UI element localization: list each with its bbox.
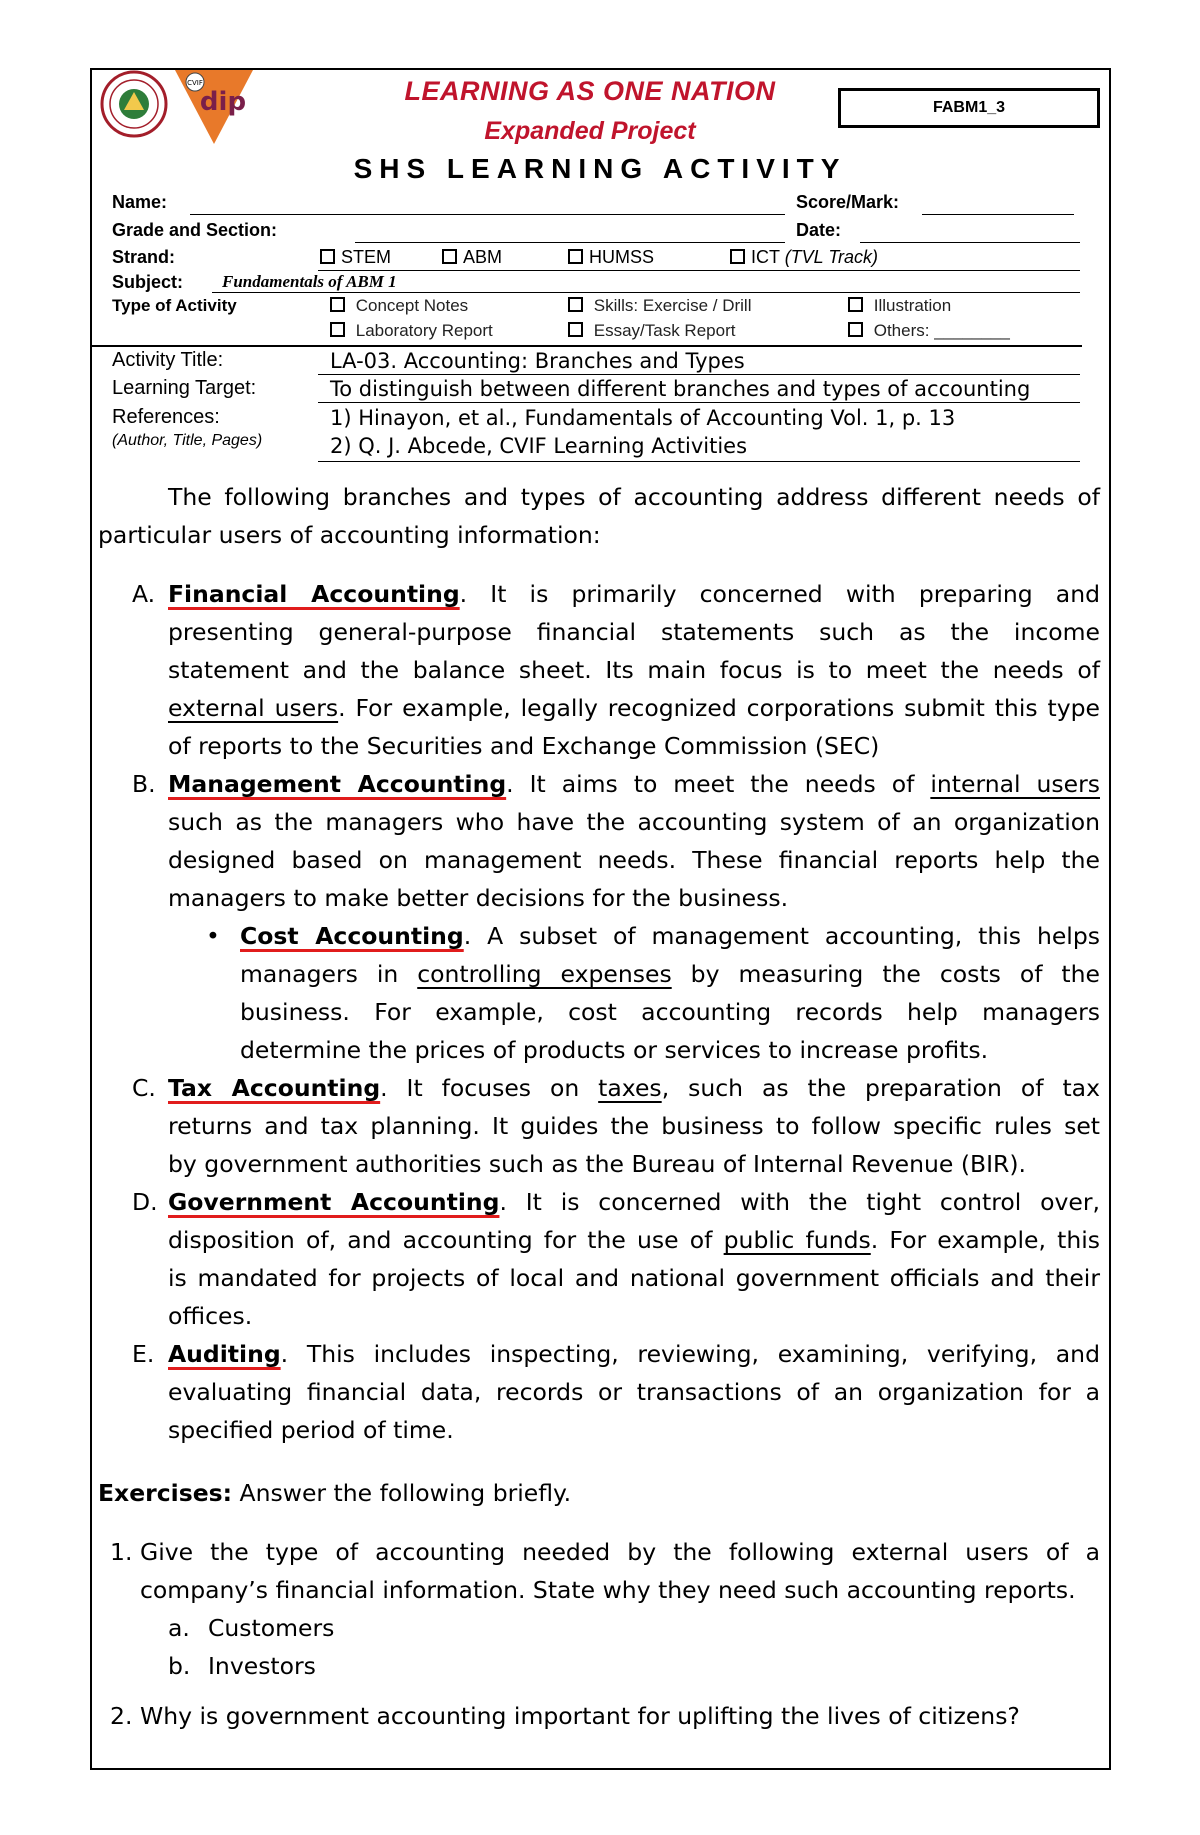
item-a-line2: presenting general-purpose financial statements such as the income: [168, 618, 1100, 646]
intro-line-1: The following branches and types of accounting address different needs of: [168, 483, 1100, 511]
strand-humss-label: HUMSS: [589, 247, 655, 267]
header-title-line1: LEARNING AS ONE NATION: [404, 76, 776, 106]
strand-option-ict[interactable]: [730, 247, 878, 268]
item-d-line2-a: disposition of, and accounting for the use of: [168, 1226, 724, 1254]
checkbox-icon: [442, 249, 457, 264]
activity-title-line: [318, 374, 1080, 375]
item-e-line3: specified period of time.: [168, 1416, 454, 1444]
bullet-icon: •: [206, 922, 220, 950]
question-1-line1: Give the type of accounting needed by the following external users of a: [140, 1538, 1100, 1566]
checkbox-icon: [568, 322, 583, 337]
type-option-illustration[interactable]: [848, 296, 951, 316]
logo-cvif-text: CVIF: [187, 79, 203, 87]
date-label: Date:: [796, 220, 842, 240]
term-management-accounting: Management Accounting: [168, 770, 507, 798]
exercises-instruction: Answer the following briefly.: [232, 1479, 572, 1507]
type-illustration-label: Illustration: [873, 296, 952, 315]
item-d-line1-rest: . It is concerned with the tight control over,: [499, 1188, 1101, 1216]
underline-internal-users: internal users: [930, 770, 1100, 798]
exercises-label: Exercises:: [98, 1479, 233, 1507]
grade-section-label: Grade and Section:: [112, 220, 278, 240]
underline-external-users: external users: [168, 694, 339, 722]
cost-line4: determine the prices of products or services to increase profits.: [240, 1036, 989, 1064]
item-b-line3: designed based on management needs. These financial reports help the: [168, 846, 1100, 874]
learning-target-line: [318, 402, 1080, 403]
name-label: Name:: [112, 192, 168, 212]
learning-target-value: To distinguish between different branches and types of accounting: [330, 377, 1031, 401]
term-financial-accounting: Financial Accounting: [168, 580, 460, 608]
subject-line: [212, 292, 1080, 293]
question-1-number: 1.: [110, 1538, 133, 1566]
underline-controlling-expenses: controlling expenses: [417, 960, 672, 988]
item-a-letter: A.: [132, 580, 156, 608]
form-divider: [90, 345, 1082, 347]
subject-label: Subject:: [112, 272, 184, 292]
item-e-line2: evaluating financial data, records or transactions of an organization for a: [168, 1378, 1100, 1406]
item-e-auditing: [168, 1335, 1100, 1449]
type-option-concept-notes[interactable]: [330, 296, 468, 316]
type-option-others[interactable]: [848, 321, 1010, 341]
intro-paragraph: [98, 478, 1100, 554]
checkbox-icon: [568, 249, 583, 264]
references-sub-label: (Author, Title, Pages): [112, 432, 263, 449]
q1-a-letter: a.: [168, 1614, 190, 1642]
type-concept-notes-label: Concept Notes: [355, 296, 469, 315]
references-label: References:: [112, 406, 220, 428]
question-2-number: 2.: [110, 1702, 133, 1730]
strand-option-abm[interactable]: [442, 247, 502, 268]
item-c-line3: by government authorities such as the Bureau of Internal Revenue (BIR).: [168, 1150, 1027, 1178]
term-government-accounting: Government Accounting: [168, 1188, 500, 1216]
reference-2: 2) Q. J. Abcede, CVIF Learning Activities: [330, 434, 748, 458]
activity-code-box: FABM1_3: [838, 88, 1100, 128]
item-a-line1-rest: . It is primarily concerned with preparing and: [459, 580, 1101, 608]
item-b-line4: managers to make better decisions for the business.: [168, 884, 789, 912]
type-of-activity-label: Type of Activity: [112, 296, 237, 315]
checkbox-icon: [848, 297, 863, 312]
item-e-line1-rest: . This includes inspecting, reviewing, examining, verifying, and: [280, 1340, 1100, 1368]
item-a-line5: of reports to the Securities and Exchange Commission (SEC): [168, 732, 880, 760]
question-1: [140, 1533, 1100, 1609]
item-a-line3: statement and the balance sheet. Its main focus is to meet the needs of: [168, 656, 1100, 684]
score-field-line[interactable]: [922, 214, 1074, 215]
item-c-line2: returns and tax planning. It guides the business to follow specific rules set: [168, 1112, 1100, 1140]
activity-title-label: Activity Title:: [112, 349, 224, 371]
checkbox-icon: [568, 297, 583, 312]
item-c-tax-accounting: [168, 1069, 1100, 1183]
score-label: Score/Mark:: [796, 192, 900, 212]
strand-option-stem[interactable]: [320, 247, 391, 268]
type-option-skills[interactable]: [568, 296, 751, 316]
checkbox-icon: [848, 322, 863, 337]
strand-label: Strand:: [112, 247, 175, 267]
strand-ict-label: ICT: [751, 247, 780, 267]
item-d-line4: offices.: [168, 1302, 253, 1330]
learning-target-label: Learning Target:: [112, 377, 257, 399]
q1-b-investors: Investors: [208, 1652, 316, 1680]
cost-line2-a: managers in: [240, 960, 418, 988]
type-lab-report-label: Laboratory Report: [355, 321, 493, 340]
term-cost-accounting: Cost Accounting: [240, 922, 464, 950]
strand-option-humss[interactable]: [568, 247, 654, 268]
strand-stem-label: STEM: [341, 247, 392, 267]
item-a-line4-rest: . For example, legally recognized corporations submit this type: [338, 694, 1100, 722]
type-skills-label: Skills: Exercise / Drill: [593, 296, 752, 315]
item-d-line3: is mandated for projects of local and national government officials and their: [168, 1264, 1100, 1292]
cost-line1-rest: . A subset of management accounting, this helps: [463, 922, 1100, 950]
q1-b-letter: b.: [168, 1652, 191, 1680]
underline-public-funds: public funds: [723, 1226, 871, 1254]
checkbox-icon: [320, 249, 335, 264]
intro-line-2: particular users of accounting information:: [98, 521, 601, 549]
activity-title-value: LA-03. Accounting: Branches and Types: [330, 349, 745, 373]
strand-ict-note: (TVL Track): [784, 247, 879, 267]
item-a-financial-accounting: [168, 575, 1100, 765]
question-1-line2: company’s financial information. State why they need such accounting reports.: [140, 1576, 1076, 1604]
references-line: [318, 461, 1080, 462]
cost-line3: business. For example, cost accounting records help managers: [240, 998, 1100, 1026]
item-d-letter: D.: [132, 1188, 158, 1216]
checkbox-icon: [730, 249, 745, 264]
grade-section-field-line[interactable]: [355, 242, 785, 243]
question-2: Why is government accounting important for uplifting the lives of citizens?: [140, 1702, 1020, 1730]
cost-line2-b: by measuring the costs of the: [671, 960, 1100, 988]
item-c-letter: C.: [132, 1074, 156, 1102]
item-b-management-accounting: [168, 765, 1100, 917]
strand-abm-label: ABM: [463, 247, 503, 267]
type-others-label: Others: ________: [873, 321, 1010, 340]
date-field-line[interactable]: [860, 242, 1080, 243]
checkbox-icon: [330, 297, 345, 312]
header-title-line2: Expanded Project: [484, 117, 696, 145]
item-e-letter: E.: [132, 1340, 155, 1368]
item-b-line2: such as the managers who have the accounting system of an organization: [168, 808, 1100, 836]
term-tax-accounting: Tax Accounting: [168, 1074, 381, 1102]
type-essay-label: Essay/Task Report: [593, 321, 736, 340]
reference-1: 1) Hinayon, et al., Fundamentals of Accounting Vol. 1, p. 13: [330, 406, 956, 430]
item-c-line1-a: . It focuses on: [380, 1074, 599, 1102]
header-title-line3: SHS LEARNING ACTIVITY: [353, 153, 847, 184]
name-field-line[interactable]: [190, 214, 785, 215]
type-option-essay[interactable]: [568, 321, 735, 341]
item-cost-accounting: [240, 917, 1100, 1069]
logo-dip-text: dip: [199, 87, 247, 117]
type-option-lab-report[interactable]: [330, 321, 493, 341]
term-auditing: Auditing: [168, 1340, 281, 1368]
strand-line: [318, 270, 1080, 271]
item-c-line1-b: , such as the preparation of tax: [661, 1074, 1100, 1102]
exercises-heading: [98, 1474, 571, 1512]
item-d-government-accounting: [168, 1183, 1100, 1335]
subject-value: Fundamentals of ABM 1: [222, 272, 397, 291]
item-b-line1-mid: . It aims to meet the needs of: [506, 770, 931, 798]
underline-taxes: taxes: [598, 1074, 662, 1102]
item-b-letter: B.: [132, 770, 156, 798]
item-d-line2-b: . For example, this: [870, 1226, 1100, 1254]
checkbox-icon: [330, 322, 345, 337]
q1-a-customers: Customers: [208, 1614, 335, 1642]
